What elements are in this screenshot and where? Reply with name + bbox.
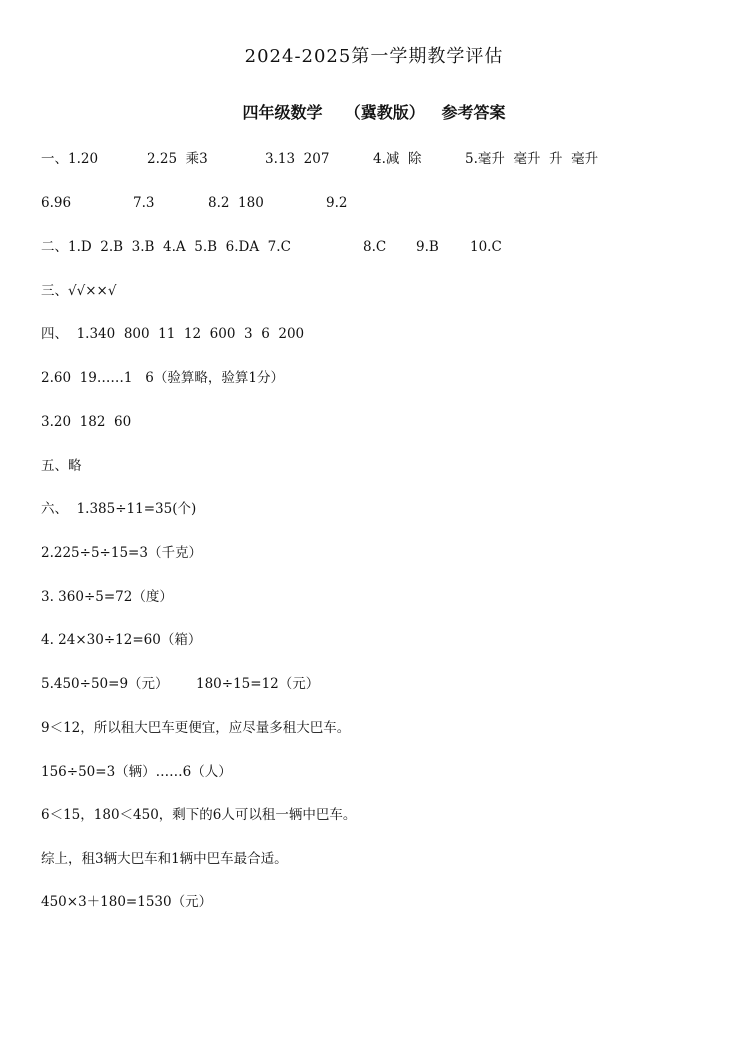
answer-item: 180÷15=12（元） <box>196 676 320 692</box>
answer-item: 8.C <box>363 239 387 255</box>
subtitle-answers: 参考答案 <box>441 103 506 122</box>
document-subtitle <box>0 100 748 123</box>
answer-item: 一、1.20 <box>41 151 99 167</box>
answer-line-part4-2: 2.60 19……1 6（验算略，验算1分） <box>41 370 284 386</box>
answer-item: 9.2 <box>326 195 348 211</box>
answer-line-part5: 五、略 <box>41 458 82 474</box>
answer-item: 8.2 180 <box>208 195 264 211</box>
answer-item: 10.C <box>470 239 502 255</box>
answer-item: 9.B <box>416 239 439 255</box>
answer-item: 2.25 乘3 <box>147 151 208 167</box>
answer-line-part6-4: 4. 24×30÷12=60（箱） <box>41 632 202 648</box>
answer-line-part2 <box>41 238 721 328</box>
answer-item: 6.96 <box>41 195 72 211</box>
answer-item: 5.毫升 毫升 升 毫升 <box>465 151 599 167</box>
answer-line-part6-7: 156÷50=3（辆）……6（人） <box>41 764 232 780</box>
answer-item: 3.13 207 <box>265 151 330 167</box>
answer-line-part6-6: 9＜12，所以租大巴车更便宜，应尽量多租大巴车。 <box>41 720 351 736</box>
answer-line-part6-8: 6＜15，180＜450，剩下的6人可以租一辆中巴车。 <box>41 807 357 823</box>
subtitle-edition: （冀教版） <box>344 103 425 122</box>
answer-line-part6-10: 450×3＋180=1530（元） <box>41 894 213 910</box>
answer-item: 二、1.D 2.B 3.B 4.A 5.B 6.DA 7.C <box>41 239 291 255</box>
document-title: 2024-2025第一学期教学评估 <box>244 46 504 67</box>
answer-line-part6-1: 六、 1.385÷11=35(个) <box>41 501 197 517</box>
answer-item: 5.450÷50=9（元） <box>41 676 169 692</box>
subtitle-grade: 四年级数学 <box>242 103 323 122</box>
answer-item: 4.减 除 <box>373 151 422 167</box>
answer-line-part6-9: 综上，租3辆大巴车和1辆中巴车最合适。 <box>41 851 288 867</box>
answer-line-part6-2: 2.225÷5÷15=3（千克） <box>41 545 202 561</box>
answer-item: 7.3 <box>133 195 155 211</box>
answer-line-part4-3: 3.20 182 60 <box>41 414 132 430</box>
answer-line-part6-3: 3. 360÷5=72（度） <box>41 589 173 605</box>
answer-line-part3: 三、√√××√ <box>41 283 117 299</box>
answer-line-part4-1: 四、 1.340 800 11 12 600 3 6 200 <box>41 326 305 342</box>
